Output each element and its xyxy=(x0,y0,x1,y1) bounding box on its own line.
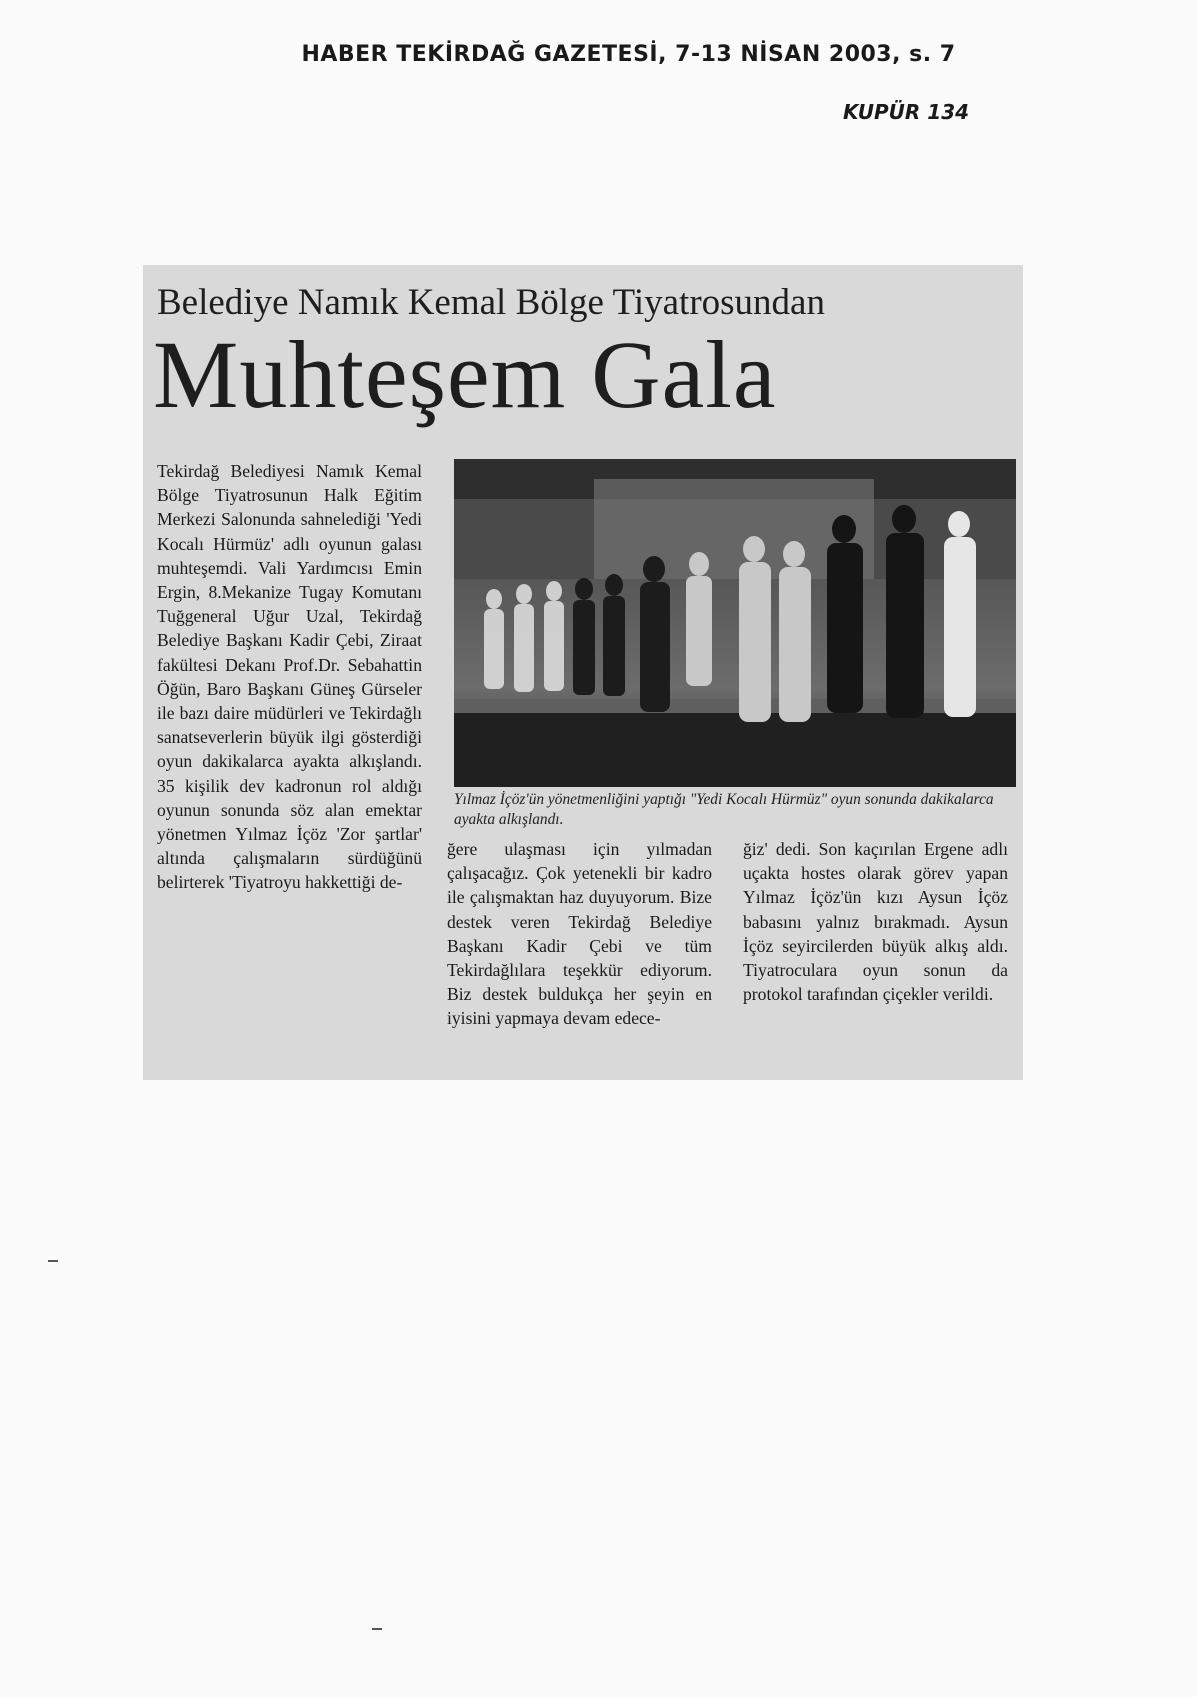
stage-photo xyxy=(454,459,1016,787)
newspaper-clipping xyxy=(143,265,1023,1080)
scan-mark xyxy=(48,1260,58,1262)
article-column-2: ğere ulaşması için yılmadan çalışacağız. Çok yetenekli bir kadro ile çalışmaktan haz duyuyorum. Bize destek veren Tekirdağ Belediye Başkanı Kadir Çebi ve tüm Tekirdağlılara teşekkür ediyorum. Biz destek buldukça her şeyin en iyisini yapmaya devam edece- xyxy=(447,839,712,1029)
publication-line: HABER TEKİRDAĞ GAZETESİ, 7-13 NİSAN 2003, s. 7 xyxy=(301,42,956,67)
photo-caption: Yılmaz İçöz'ün yönetmenliğini yaptığı "Yedi Kocalı Hürmüz" oyun sonunda dakikalarca ayakta alkışlandı. xyxy=(454,791,994,828)
article-column-1: Tekirdağ Belediyesi Namık Kemal Bölge Tiyatrosunun Halk Eğitim Merkezi Salonunda sahnelediği 'Yedi Kocalı Hürmüz' adlı oyunun galası muhteşemdi. Vali Yardımcısı Emin Ergin, 8.Mekanize Tugay Komutanı Tuğgeneral Uğur Uzal, Tekirdağ Belediye Başkanı Kadir Çebi, Ziraat fakültesi Dekanı Prof.Dr. Sebahattin Öğün, Baro Başkanı Güneş Gürseler ile bazı daire müdürleri ve Tekirdağlı sanatseverlerin büyük ilgi gösterdiği oyun dakikalarca ayakta alkışlandı. 35 kişilik dev kadronun rol aldığı oyunun sonunda söz alan emektar yönetmen Yılmaz İçöz 'Zor şartlar' altında çalışmaların sürdüğünü belirterek 'Tiyatroyu hakkettiği de- xyxy=(157,461,422,893)
article-headline: Muhteşem Gala xyxy=(153,321,777,428)
article-kicker: Belediye Namık Kemal Bölge Tiyatrosundan xyxy=(157,282,825,323)
stage-photo-illustration xyxy=(454,459,1016,787)
scan-mark xyxy=(372,1628,382,1630)
article-column-3: ğiz' dedi. Son kaçırılan Ergene adlı uçakta hostes olarak görev yapan Yılmaz İçöz'ün kızı Aysun İçöz babasını yalnız bırakmadı. Aysun İçöz seyircilerden büyük alkış aldı. Tiyatroculara oyun sonun da protokol tarafından çiçekler verildi. xyxy=(743,839,1008,1005)
clipping-number: KUPÜR 134 xyxy=(843,100,970,124)
